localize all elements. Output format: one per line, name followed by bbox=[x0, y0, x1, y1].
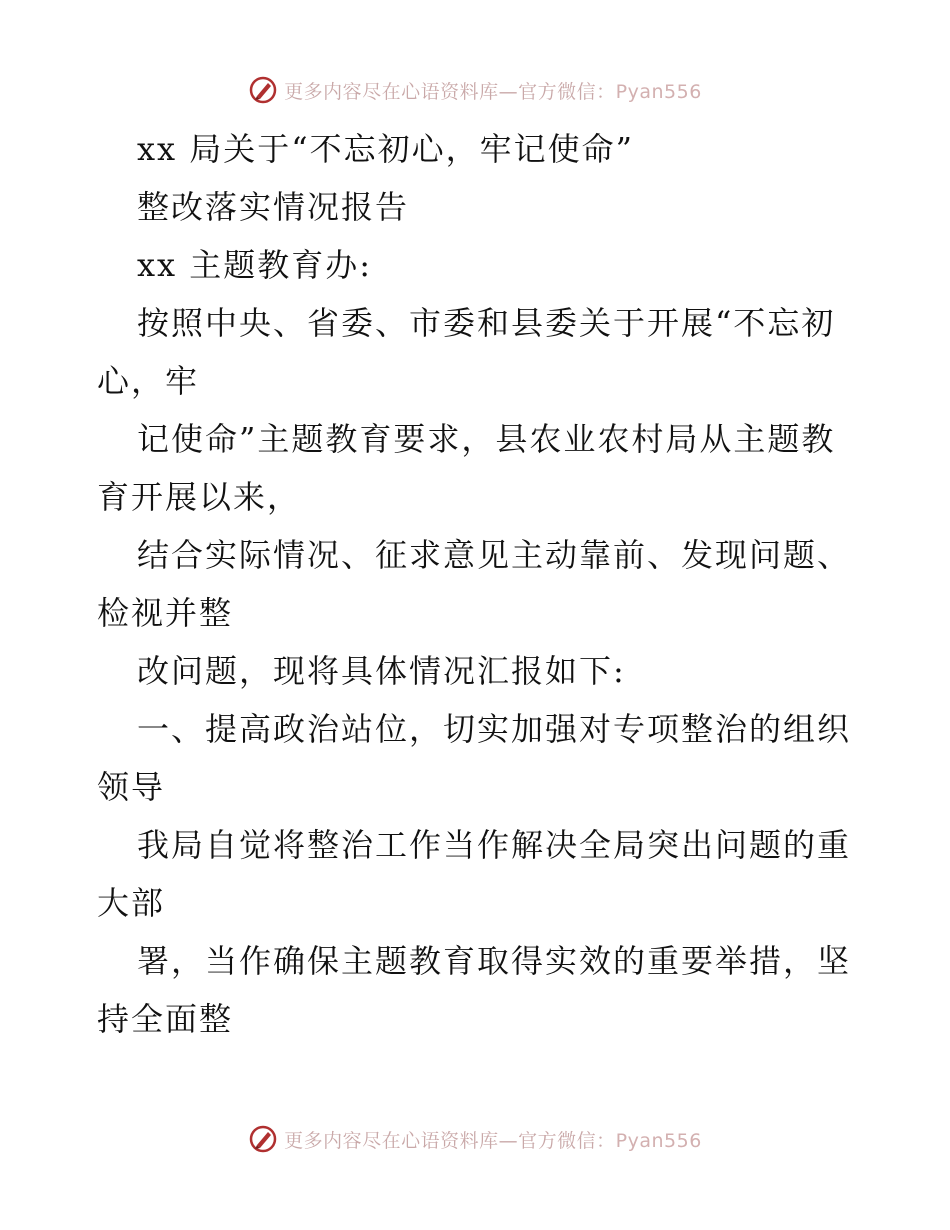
pen-logo-icon bbox=[248, 75, 278, 105]
watermark-header bbox=[0, 70, 950, 110]
text-line: 大部 bbox=[97, 884, 166, 922]
watermark-text: 更多内容尽在心语资料库—官方微信：Pyan556 bbox=[284, 1129, 702, 1152]
text-line: xx 主题教育办: bbox=[137, 246, 373, 284]
watermark-footer bbox=[0, 1119, 950, 1159]
text-line: 心，牢 bbox=[97, 362, 200, 400]
pen-logo-icon bbox=[248, 1124, 278, 1154]
text-line: 记使命”主题教育要求，县农业农村局从主题教 bbox=[137, 420, 836, 458]
watermark-text: 更多内容尽在心语资料库—官方微信：Pyan556 bbox=[284, 80, 702, 103]
text-line: 一、提高政治站位，切实加强对专项整治的组织 bbox=[137, 710, 852, 748]
text-line: 结合实际情况、征求意见主动靠前、发现问题、 bbox=[137, 536, 852, 574]
text-line: 署，当作确保主题教育取得实效的重要举措，坚 bbox=[137, 942, 852, 980]
text-line: 持全面整 bbox=[97, 1000, 234, 1038]
text-line: 我局自觉将整治工作当作解决全局突出问题的重 bbox=[137, 826, 852, 864]
text-line: xx 局关于“不忘初心，牢记使命” bbox=[137, 130, 634, 168]
text-line: 育开展以来， bbox=[97, 478, 302, 516]
text-line: 改问题，现将具体情况汇报如下: bbox=[137, 652, 626, 690]
text-line: 整改落实情况报告 bbox=[137, 188, 410, 226]
text-line: 按照中央、省委、市委和县委关于开展“不忘初 bbox=[137, 304, 836, 342]
document-body bbox=[97, 120, 857, 1048]
text-line: 检视并整 bbox=[97, 594, 234, 632]
text-line: 领导 bbox=[97, 768, 166, 806]
